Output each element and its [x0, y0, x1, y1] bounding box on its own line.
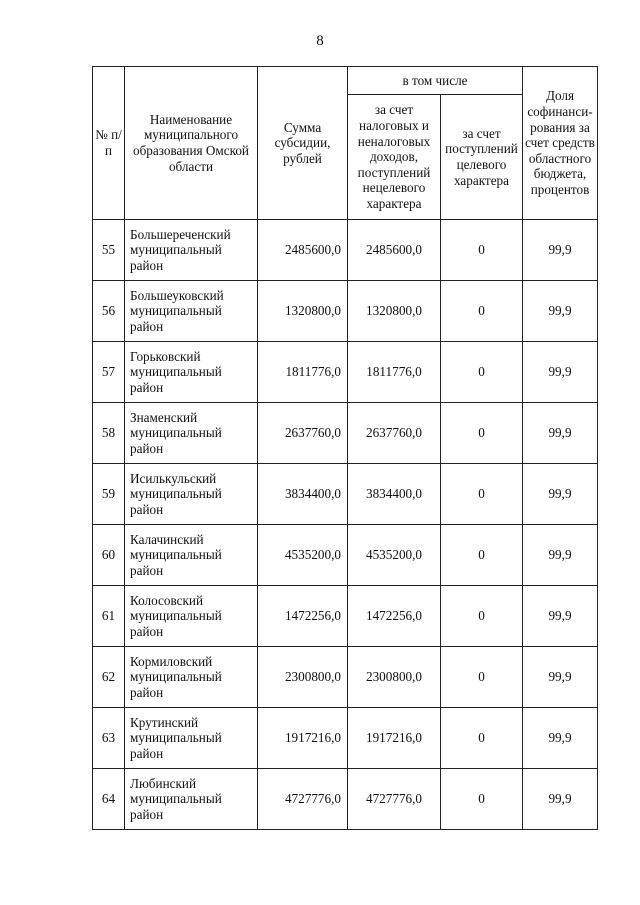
table-row	[93, 586, 598, 647]
subsidy-table	[92, 66, 598, 830]
cell-share: 99,9	[523, 281, 598, 342]
header-num: № п/п	[93, 67, 125, 220]
cell-share: 99,9	[523, 586, 598, 647]
cell-name: Горьковский муниципальный район	[125, 342, 258, 403]
cell-tax: 1811776,0	[348, 342, 441, 403]
header-sum: Сумма субсидии, рублей	[258, 67, 348, 220]
cell-tax: 1320800,0	[348, 281, 441, 342]
cell-share: 99,9	[523, 769, 598, 830]
cell-targeted: 0	[441, 708, 523, 769]
cell-name: Кормиловский муниципальный район	[125, 647, 258, 708]
table-row	[93, 220, 598, 281]
cell-sum: 4727776,0	[258, 769, 348, 830]
cell-sum: 2485600,0	[258, 220, 348, 281]
cell-targeted: 0	[441, 586, 523, 647]
page-number: 8	[316, 33, 324, 49]
cell-num: 60	[93, 525, 125, 586]
cell-tax: 3834400,0	[348, 464, 441, 525]
cell-sum: 1917216,0	[258, 708, 348, 769]
cell-sum: 2637760,0	[258, 403, 348, 464]
cell-num: 56	[93, 281, 125, 342]
header-share: Доля софинанси-рования за счет средств областного бюджета, процентов	[523, 67, 598, 220]
cell-tax: 2300800,0	[348, 647, 441, 708]
cell-share: 99,9	[523, 403, 598, 464]
cell-name: Калачинский муниципальный район	[125, 525, 258, 586]
cell-name: Исилькульский муниципальный район	[125, 464, 258, 525]
cell-targeted: 0	[441, 281, 523, 342]
cell-sum: 4535200,0	[258, 525, 348, 586]
cell-share: 99,9	[523, 220, 598, 281]
table-row	[93, 403, 598, 464]
cell-num: 58	[93, 403, 125, 464]
cell-targeted: 0	[441, 403, 523, 464]
cell-name: Крутинский муниципальный район	[125, 708, 258, 769]
cell-tax: 4727776,0	[348, 769, 441, 830]
cell-sum: 1811776,0	[258, 342, 348, 403]
table-header	[93, 67, 598, 220]
cell-name: Знаменский муниципальный район	[125, 403, 258, 464]
cell-targeted: 0	[441, 769, 523, 830]
header-group: в том числе	[348, 67, 523, 95]
cell-share: 99,9	[523, 708, 598, 769]
cell-sum: 1320800,0	[258, 281, 348, 342]
cell-targeted: 0	[441, 647, 523, 708]
cell-name: Любинский муниципальный район	[125, 769, 258, 830]
cell-num: 61	[93, 586, 125, 647]
cell-tax: 4535200,0	[348, 525, 441, 586]
header-name: Наименование муниципального образования Омской области	[125, 67, 258, 220]
cell-share: 99,9	[523, 647, 598, 708]
cell-tax: 1917216,0	[348, 708, 441, 769]
cell-tax: 1472256,0	[348, 586, 441, 647]
cell-sum: 1472256,0	[258, 586, 348, 647]
cell-tax: 2637760,0	[348, 403, 441, 464]
cell-num: 55	[93, 220, 125, 281]
header-targeted: за счет поступлений целевого характера	[441, 95, 523, 220]
cell-name: Большеуковский муниципальный район	[125, 281, 258, 342]
cell-num: 62	[93, 647, 125, 708]
cell-sum: 3834400,0	[258, 464, 348, 525]
cell-num: 57	[93, 342, 125, 403]
cell-name: Колосовский муниципальный район	[125, 586, 258, 647]
cell-share: 99,9	[523, 342, 598, 403]
cell-targeted: 0	[441, 464, 523, 525]
table-row	[93, 708, 598, 769]
cell-share: 99,9	[523, 464, 598, 525]
table-row	[93, 769, 598, 830]
cell-targeted: 0	[441, 525, 523, 586]
cell-tax: 2485600,0	[348, 220, 441, 281]
cell-targeted: 0	[441, 220, 523, 281]
table-body	[93, 220, 598, 830]
table-row	[93, 281, 598, 342]
table-row	[93, 342, 598, 403]
cell-num: 64	[93, 769, 125, 830]
cell-num: 63	[93, 708, 125, 769]
cell-num: 59	[93, 464, 125, 525]
cell-sum: 2300800,0	[258, 647, 348, 708]
cell-targeted: 0	[441, 342, 523, 403]
table-row	[93, 464, 598, 525]
header-tax: за счет налоговых и неналоговых доходов, поступлений нецелевого характера	[348, 95, 441, 220]
cell-name: Большереченский муниципальный район	[125, 220, 258, 281]
table-row	[93, 647, 598, 708]
table-row	[93, 525, 598, 586]
cell-share: 99,9	[523, 525, 598, 586]
